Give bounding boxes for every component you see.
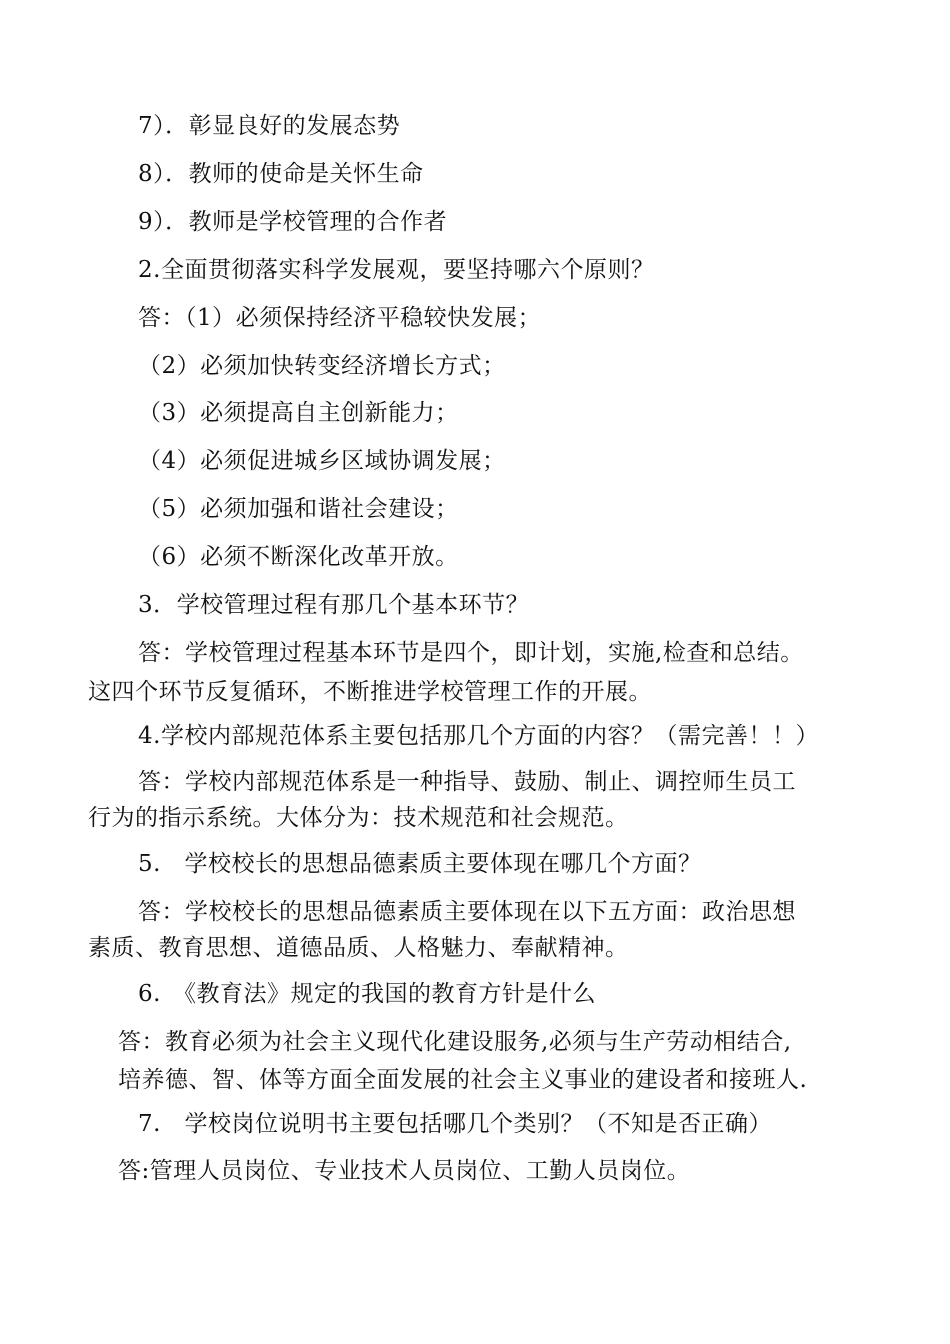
- answer-2-item-2: （2）必须加快转变经济增长方式；: [138, 353, 506, 379]
- answer-2-item-6: （6）必须不断深化改革开放。: [138, 544, 459, 570]
- answer-2-item-5: （5）必须加强和谐社会建设；: [138, 496, 459, 522]
- question-5: 5. 学校校长的思想品德素质主要体现在哪几个方面？: [138, 851, 702, 877]
- answer-5-line-1: 答：学校校长的思想品德素质主要体现在以下五方面：政治思想: [138, 899, 796, 925]
- list-item-8: 8）．教师的使命是关怀生命: [138, 161, 424, 187]
- answer-6-line-2: 培养德、智、体等方面全面发展的社会主义事业的建设者和接班人.: [118, 1067, 808, 1093]
- question-7: 7. 学校岗位说明书主要包括哪几个类别？（不知是否正确）: [138, 1111, 772, 1137]
- answer-2-item-3: （3）必须提高自主创新能力；: [138, 400, 459, 426]
- list-item-9: 9）．教师是学校管理的合作者: [138, 209, 448, 235]
- answer-2-item-4: （4）必须促进城乡区域协调发展；: [138, 448, 506, 474]
- answer-2-item-1: 答：（1）必须保持经济平稳较快发展；: [138, 305, 542, 331]
- answer-3-line-1: 答：学校管理过程基本环节是四个，即计划，实施,检查和总结。: [138, 640, 804, 666]
- answer-4-line-2: 行为的指示系统。大体分为：技术规范和社会规范。: [88, 805, 629, 831]
- answer-7: 答:管理人员岗位、专业技术人员岗位、工勤人员岗位。: [118, 1158, 691, 1184]
- answer-5-line-2: 素质、教育思想、道德品质、人格魅力、奉献精神。: [88, 935, 629, 961]
- question-4: 4.学校内部规范体系主要包括那几个方面的内容？（需完善！！）: [138, 723, 819, 749]
- answer-3-line-2: 这四个环节反复循环，不断推进学校管理工作的开展。: [88, 679, 652, 705]
- question-3: 3．学校管理过程有那几个基本环节？: [138, 592, 530, 618]
- list-item-7: 7）．彰显良好的发展态势: [138, 113, 401, 139]
- question-6: 6. 《教育法》规定的我国的教育方针是什么: [138, 981, 596, 1007]
- answer-4-line-1: 答：学校内部规范体系是一种指导、鼓励、制止、调控师生员工: [138, 769, 796, 795]
- answer-6-line-1: 答：教育必须为社会主义现代化建设服务,必须与生产劳动相结合,: [118, 1029, 792, 1055]
- question-2: 2.全面贯彻落实科学发展观，要坚持哪六个原则？: [138, 257, 655, 283]
